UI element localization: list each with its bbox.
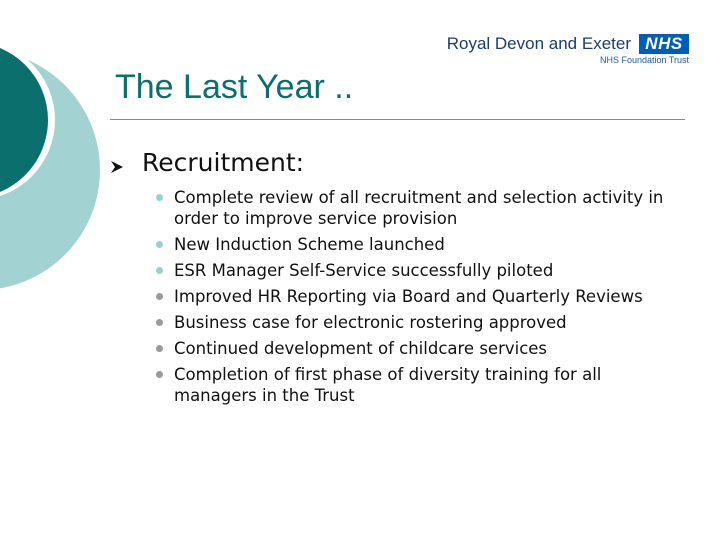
logo-org-name: Royal Devon and Exeter [446,34,631,53]
list-item [156,260,676,281]
list-item [156,234,676,255]
bullet-dot-icon [156,267,163,274]
decorative-circles [0,0,130,300]
bullet-dot-icon [156,241,163,248]
list-item-text: Complete review of all recruitment and selection activity in order to improve service provision [174,188,664,228]
slide-title: The Last Year .. [115,68,354,106]
bullet-dot-icon [156,371,163,378]
list-item-text: New Induction Scheme launched [174,235,445,254]
title-divider [110,119,685,120]
list-item-text: Completion of first phase of diversity training for all managers in the Trust [174,365,602,405]
nhs-badge: NHS [639,34,689,54]
list-item-text: Continued development of childcare services [174,339,548,358]
bullet-dot-icon [156,194,163,201]
list-item [156,338,676,359]
list-item-text: ESR Manager Self-Service successfully piloted [174,261,554,280]
bullet-dot-icon [156,345,163,352]
bullet-dot-icon [156,293,163,300]
arrow-bullet-icon [110,160,124,174]
logo-subtitle: NHS Foundation Trust [599,55,689,65]
nhs-trust-logo [446,34,689,68]
list-item [156,312,676,333]
bullet-list [156,187,676,411]
bullet-dot-icon [156,319,163,326]
list-item-text: Improved HR Reporting via Board and Quarterly Reviews [174,287,643,306]
section-heading: Recruitment: [142,148,305,177]
list-item [156,364,676,406]
list-item [156,187,676,229]
list-item [156,286,676,307]
list-item-text: Business case for electronic rostering approved [174,313,567,332]
